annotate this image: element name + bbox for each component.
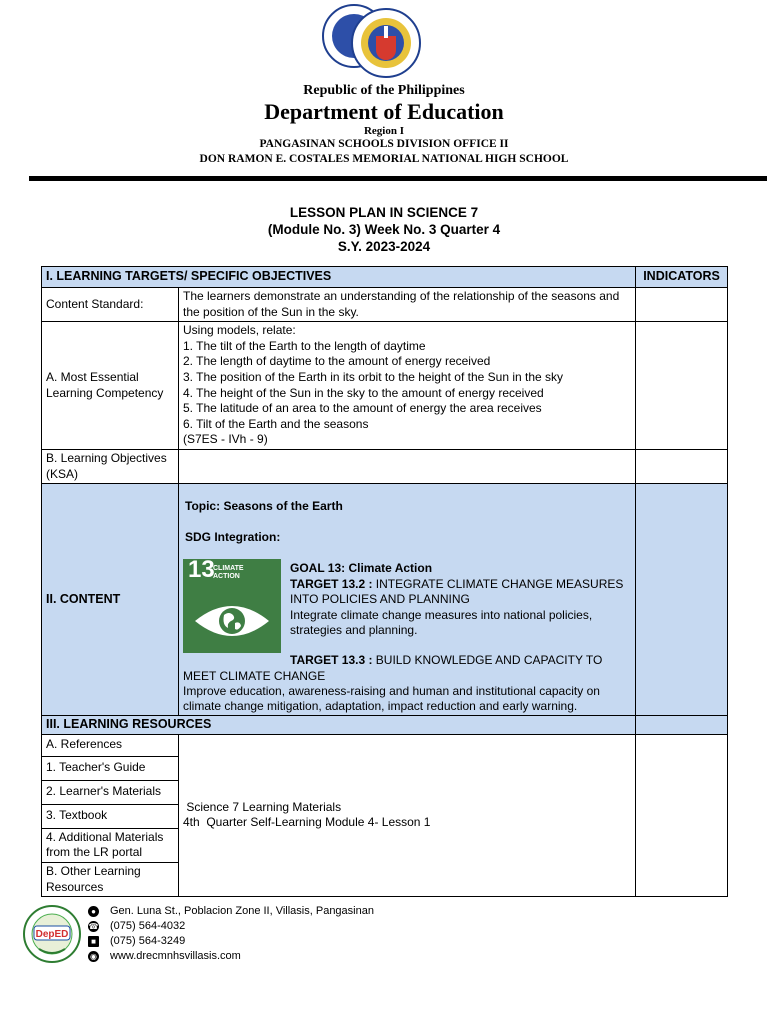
target-title: BUILD KNOWLEDGE AND CAPACITY TO — [372, 653, 603, 668]
melc-row — [42, 322, 728, 450]
header-rule — [29, 176, 767, 181]
topic-line: Topic: Seasons of the Earth — [185, 499, 343, 514]
footer-phone — [88, 920, 185, 932]
fax-text: (075) 564-3249 — [110, 935, 186, 947]
school-year-line: S.Y. 2023-2024 — [337, 239, 431, 254]
republic-line: Republic of the Philippines — [303, 83, 465, 98]
melc-line: Using models, relate: — [183, 323, 296, 338]
indicator-cell — [636, 322, 728, 450]
lesson-plan-title: LESSON PLAN IN SCIENCE 7 — [289, 205, 479, 220]
resource-label: B. Other Learning Resources — [42, 862, 179, 896]
sdg-caption-line: CLIMATE — [213, 565, 244, 573]
content-standard-row — [42, 288, 728, 322]
content-row — [42, 484, 728, 716]
division-line: PANGASINAN SCHOOLS DIVISION OFFICE II — [259, 138, 509, 150]
sdg-13-tile — [183, 556, 281, 653]
section-learning-targets: I. LEARNING TARGETS/ SPECIFIC OBJECTIVES — [42, 267, 636, 288]
target-13-2-heading-cont: INTO POLICIES AND PLANNING — [290, 592, 470, 607]
module-week-line: (Module No. 3) Week No. 3 Quarter 4 — [267, 222, 501, 237]
target-label: TARGET 13.2 : — [290, 577, 373, 592]
section-learning-targets-row — [42, 267, 728, 288]
footer-address — [88, 905, 374, 917]
footer-website — [88, 950, 241, 962]
location-pin-icon: ● — [88, 906, 99, 917]
content-standard-text: The learners demonstrate an understanding of the relationship of the seasons and the position of the Sun in the sky. — [179, 288, 636, 322]
resources-line: 4th Quarter Self-Learning Module 4- Lesson 1 — [183, 815, 431, 830]
phone-icon: ☎ — [88, 921, 99, 931]
melc-line: 2. The length of daytime to the amount of energy received — [183, 354, 491, 369]
section-learning-resources: III. LEARNING RESOURCES — [42, 716, 636, 735]
school-seal-logo — [23, 905, 81, 963]
melc-text — [179, 322, 636, 450]
region-line: Region I — [363, 125, 405, 137]
melc-line: 6. Tilt of the Earth and the seasons — [183, 416, 369, 431]
objectives-label: B. Learning Objectives (KSA) — [42, 449, 179, 483]
sdg-caption — [213, 565, 244, 581]
melc-line: 4. The height of the Sun in the sky to the amount of energy received — [183, 385, 544, 400]
content-cell — [179, 484, 636, 716]
resource-label: 3. Textbook — [42, 804, 179, 828]
school-name: DON RAMON E. COSTALES MEMORIAL NATIONAL HIGH SCHOOL — [199, 153, 569, 165]
melc-label: A. Most Essential Learning Competency — [42, 322, 179, 450]
indicator-cell — [636, 288, 728, 322]
melc-line: 1. The tilt of the Earth to the length of daytime — [183, 338, 426, 353]
website-link[interactable]: www.drecmnhsvillasis.com — [110, 950, 241, 962]
indicator-cell — [636, 734, 728, 896]
objectives-text — [179, 449, 636, 483]
content-standard-label: Content Standard: — [42, 288, 179, 322]
section-content: II. CONTENT — [42, 484, 179, 716]
department-title: Department of Education — [264, 99, 504, 124]
melc-line: 5. The latitude of an area to the amount of energy the area receives — [183, 401, 542, 416]
phone-text: (075) 564-4032 — [110, 920, 186, 932]
target-13-2-desc-cont: strategies and planning. — [290, 623, 418, 638]
resource-row — [42, 734, 728, 756]
seal-text: DepED — [35, 929, 69, 940]
melc-line: 3. The position of the Earth in its orbit to the height of the Sun in the sky — [183, 369, 564, 384]
melc-line: (S7ES - IVh - 9) — [183, 432, 268, 447]
target-13-3-heading-cont: MEET CLIMATE CHANGE — [183, 669, 326, 684]
resource-label: A. References — [42, 734, 179, 756]
indicator-cell — [636, 449, 728, 483]
indicator-cell — [636, 716, 728, 735]
eye-globe-icon — [193, 601, 271, 641]
sdg-block — [183, 484, 631, 712]
resource-label: 4. Additional Materials from the LR portal — [42, 828, 179, 862]
objectives-row — [42, 449, 728, 483]
deped-seals — [318, 2, 428, 80]
sdg-caption-line: ACTION — [213, 573, 240, 581]
section-resources-row — [42, 716, 728, 735]
indicators-header: INDICATORS — [636, 267, 728, 288]
lesson-plan-table — [41, 266, 728, 897]
globe-icon: ◉ — [88, 951, 99, 962]
footer-fax — [88, 935, 185, 947]
sdg-number: 13 — [188, 556, 215, 584]
target-13-2-desc: Integrate climate change measures into national policies, — [290, 608, 593, 623]
goal-line: GOAL 13: Climate Action — [290, 561, 433, 576]
resources-line: Science 7 Learning Materials — [183, 799, 342, 814]
target-13-3-heading — [290, 653, 602, 669]
target-13-3-desc-cont: climate change mitigation, adaptation, impact reduction and early warning. — [183, 699, 578, 714]
target-label: TARGET 13.3 : — [290, 653, 373, 668]
target-13-2-heading — [290, 577, 623, 593]
indicator-cell — [636, 484, 728, 716]
fax-icon: ■ — [88, 936, 99, 947]
resource-label: 2. Learner's Materials — [42, 780, 179, 804]
resource-label: 1. Teacher's Guide — [42, 756, 179, 780]
target-13-3-desc: Improve education, awareness-raising and human and institutional capacity on — [183, 684, 600, 699]
sdg-integration-label: SDG Integration: — [185, 530, 281, 545]
target-title: INTEGRATE CLIMATE CHANGE MEASURES — [372, 577, 624, 592]
resources-text — [179, 734, 636, 896]
address-text: Gen. Luna St., Poblacion Zone II, Villasis, Pangasinan — [110, 905, 374, 917]
